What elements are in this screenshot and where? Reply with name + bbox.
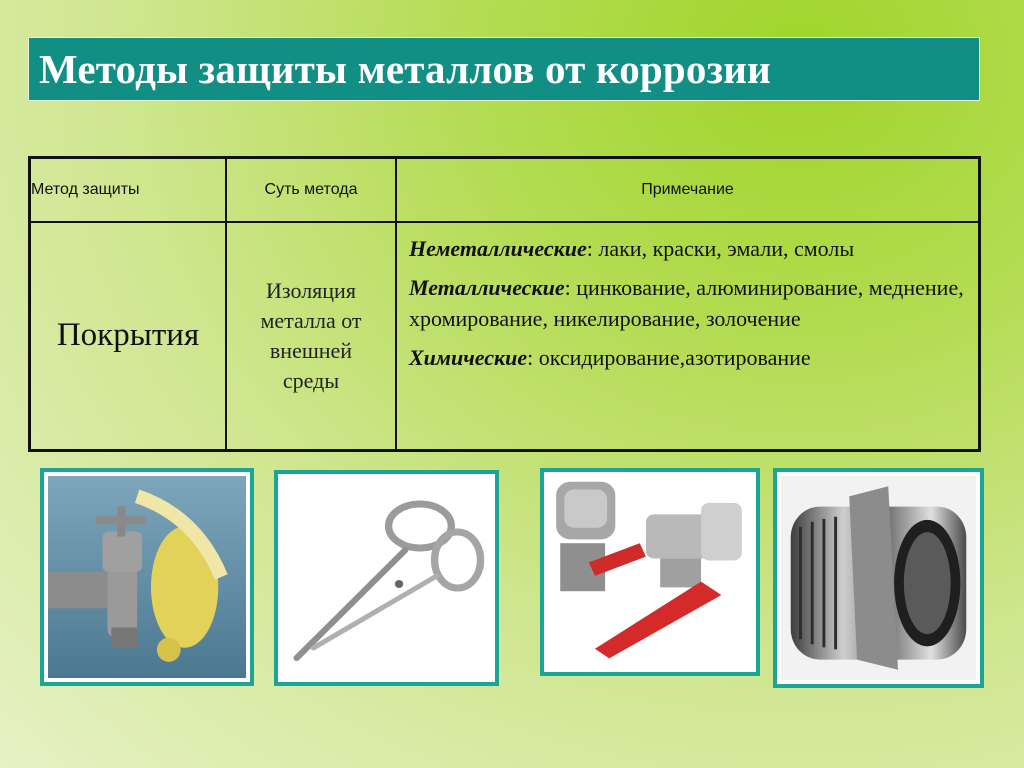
note-chemical (409, 342, 968, 373)
note-metallic (409, 272, 968, 334)
threaded-pipe-fitting-photo (773, 468, 984, 688)
note-label: Химические (409, 344, 528, 370)
valves-icon (548, 476, 752, 668)
note-text: : оксидирование,азотирование (527, 344, 811, 370)
table-row (30, 222, 980, 451)
title-bar (28, 37, 980, 101)
methods-table (28, 156, 981, 452)
note-label: Металлические (409, 274, 565, 300)
cell-essence (226, 222, 396, 451)
scissors-icon (282, 478, 491, 678)
note-text: : лаки, краски, эмали, смолы (586, 235, 855, 261)
slide-title: Методы защиты металлов от коррозии (39, 46, 771, 92)
table-header-row (30, 158, 980, 222)
scissors-photo (274, 470, 499, 686)
cell-method: Покрытия (30, 222, 227, 451)
note-text: : цинкование, алюминирование, меднение, хромирование, никелирование, золочение (409, 274, 964, 331)
faucet-with-bird-photo (40, 468, 254, 686)
header-essence: Суть метода (226, 158, 396, 222)
essence-text: Изоляция металла от внешней среды (260, 277, 362, 393)
fitting-icon (781, 476, 976, 680)
header-method: Метод защиты (30, 158, 227, 222)
note-label: Неметаллические (409, 235, 587, 261)
faucet-icon (48, 476, 246, 678)
header-notes: Примечание (396, 158, 980, 222)
ball-valves-photo (540, 468, 760, 676)
note-nonmetallic (409, 233, 968, 264)
cell-notes (396, 222, 980, 451)
